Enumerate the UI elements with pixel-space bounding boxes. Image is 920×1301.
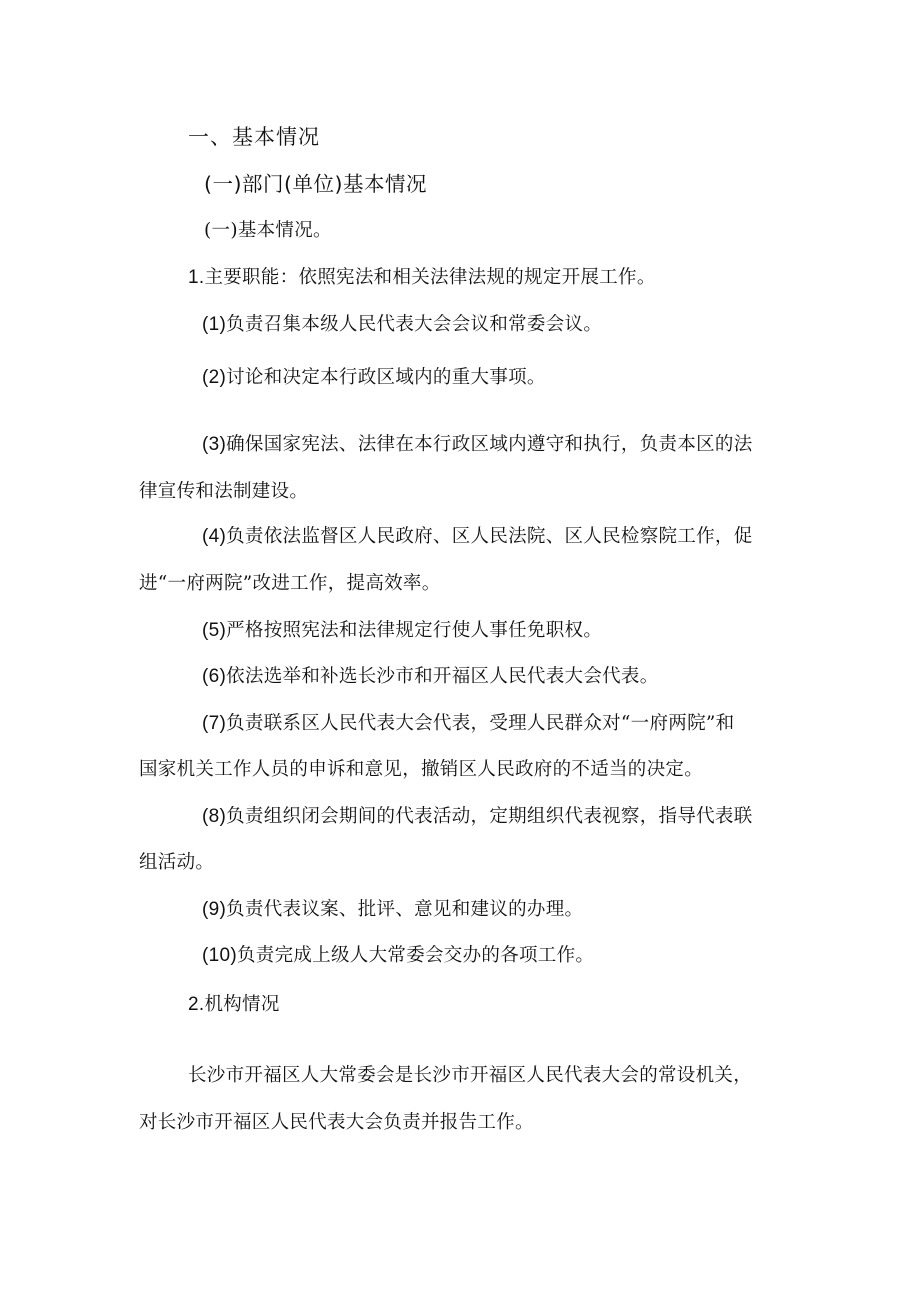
list-item-8-continuation: 组活动。 <box>139 852 215 873</box>
list-item-text: 负责组织闭会期间的代表活动，定期组织代表视察，指导代表联 <box>226 806 753 827</box>
list-item-text: 负责联系区人民代表大会代表，受理人民群众对“一府两院”和 <box>226 713 735 734</box>
list-item-text: 讨论和决定本行政区域内的重大事项。 <box>226 367 546 388</box>
list-item-9 <box>202 897 583 923</box>
section-1-number: 1. <box>188 267 205 288</box>
list-item-number: (10) <box>202 945 237 966</box>
list-item-1 <box>202 312 602 338</box>
list-item-number: (4) <box>202 526 227 547</box>
list-item-number: (5) <box>202 620 227 641</box>
section-2-text: 机构情况 <box>204 994 280 1015</box>
list-item-6 <box>202 664 659 690</box>
heading-level-1: 一、基本情况 <box>188 125 320 149</box>
section-2-number: 2. <box>188 994 205 1015</box>
list-item-5 <box>202 618 602 644</box>
section-1-heading <box>188 265 656 291</box>
section-2-heading <box>188 992 280 1018</box>
list-item-number: (3) <box>202 434 227 455</box>
list-item-number: (9) <box>202 899 227 920</box>
list-item-7 <box>202 711 734 737</box>
list-item-4 <box>202 524 753 550</box>
heading-level-2: (一)部门(单位)基本情况 <box>204 172 427 196</box>
list-item-3-continuation: 律宣传和法制建设。 <box>139 481 309 502</box>
list-item-text: 依法选举和补选长沙市和开福区人民代表大会代表。 <box>226 666 659 687</box>
list-item-2 <box>202 365 546 391</box>
list-item-text: 负责完成上级人大常委会交办的各项工作。 <box>237 945 595 966</box>
list-item-number: (8) <box>202 806 227 827</box>
list-item-8 <box>202 804 753 830</box>
list-item-number: (6) <box>202 666 227 687</box>
list-item-number: (7) <box>202 713 227 734</box>
list-item-number: (1) <box>202 314 227 335</box>
list-item-text: 负责依法监督区人民政府、区人民法院、区人民检察院工作，促 <box>226 526 753 547</box>
list-item-number: (2) <box>202 367 227 388</box>
section-1-text: 主要职能：依照宪法和相关法律法规的规定开展工作。 <box>204 267 656 288</box>
paragraph-line-1: 长沙市开福区人大常委会是长沙市开福区人民代表大会的常设机关， <box>188 1065 753 1086</box>
heading-level-3: (一)基本情况。 <box>204 220 332 241</box>
list-item-text: 确保国家宪法、法律在本行政区域内遵守和执行，负责本区的法 <box>226 434 753 455</box>
list-item-7-continuation: 国家机关工作人员的申诉和意见，撤销区人民政府的不适当的决定。 <box>139 759 704 780</box>
list-item-text: 负责召集本级人民代表大会会议和常委会议。 <box>226 314 603 335</box>
paragraph-line-2: 对长沙市开福区人民代表大会负责并报告工作。 <box>139 1112 534 1133</box>
list-item-10 <box>202 943 594 969</box>
list-item-4-continuation: 进“一府两院”改进工作，提高效率。 <box>139 573 441 594</box>
list-item-text: 负责代表议案、批评、意见和建议的办理。 <box>226 899 584 920</box>
list-item-text: 严格按照宪法和法律规定行使人事任免职权。 <box>226 620 603 641</box>
list-item-3 <box>202 432 753 458</box>
